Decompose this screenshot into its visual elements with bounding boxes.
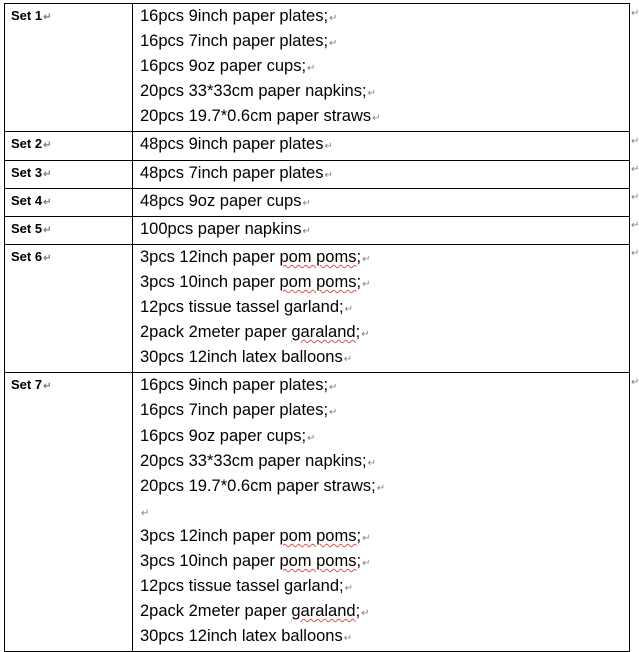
paragraph-mark-icon: ↵ xyxy=(362,253,371,265)
paragraph-mark-icon: ↵ xyxy=(43,12,52,23)
set-label-cell xyxy=(5,4,133,132)
set-label-cell xyxy=(5,188,133,216)
item-line: 2pack 2meter paper garaland;↵ xyxy=(140,602,370,621)
set-label-cell xyxy=(5,160,133,188)
item-line: 48pcs 7inch paper plates↵ xyxy=(140,163,333,182)
set-contents-cell xyxy=(133,132,630,160)
paragraph-mark-icon: ↵ xyxy=(324,169,333,181)
paragraph-mark-icon: ↵ xyxy=(362,532,371,544)
row-end-mark-icon: ↵ xyxy=(631,192,639,204)
item-line: 3pcs 10inch paper pom poms;↵ xyxy=(140,551,371,570)
set-label: Set 6 xyxy=(11,248,43,264)
paragraph-mark-icon: ↵ xyxy=(324,141,333,153)
set-contents-cell xyxy=(133,373,630,652)
item-line: 20pcs 19.7*0.6cm paper straws↵ xyxy=(140,107,381,126)
item-line: 16pcs 9inch paper plates;↵ xyxy=(140,376,338,395)
row-end-mark-icon: ↵ xyxy=(631,220,639,232)
item-line: 2pack 2meter paper garaland;↵ xyxy=(140,323,370,342)
item-line: 3pcs 10inch paper pom poms;↵ xyxy=(140,272,371,291)
item-line: 12pcs tissue tassel garland;↵ xyxy=(140,577,354,596)
item-line: 3pcs 12inch paper pom poms;↵ xyxy=(140,526,371,545)
row-end-mark-icon: ↵ xyxy=(631,376,639,388)
set-row xyxy=(5,216,630,244)
item-line: 20pcs 33*33cm paper napkins;↵ xyxy=(140,82,376,101)
paragraph-mark-icon: ↵ xyxy=(362,557,371,569)
paragraph-mark-icon: ↵ xyxy=(344,583,354,595)
set-contents-cell xyxy=(133,4,630,132)
set-label-cell xyxy=(5,216,133,244)
set-label: Set 1 xyxy=(11,8,43,23)
paragraph-mark-icon: ↵ xyxy=(372,113,381,125)
product-sets-table xyxy=(4,3,630,652)
set-label-cell xyxy=(5,244,133,372)
paragraph-mark-icon: ↵ xyxy=(43,252,52,264)
item-line: 3pcs 12inch paper pom poms;↵ xyxy=(140,247,371,266)
paragraph-mark-icon: ↵ xyxy=(329,382,338,394)
set-contents-cell xyxy=(133,216,630,244)
set-label: Set 4 xyxy=(11,192,43,208)
item-line: 20pcs 33*33cm paper napkins;↵ xyxy=(140,451,376,470)
paragraph-mark-icon: ↵ xyxy=(367,88,376,100)
set-row xyxy=(5,4,630,132)
paragraph-mark-icon: ↵ xyxy=(329,407,338,419)
paragraph-mark-icon: ↵ xyxy=(362,278,371,290)
paragraph-mark-icon: ↵ xyxy=(344,304,354,316)
paragraph-mark-icon: ↵ xyxy=(43,381,52,393)
item-line: 16pcs 7inch paper plates;↵ xyxy=(140,32,338,51)
paragraph-mark-icon: ↵ xyxy=(43,168,52,180)
paragraph-mark-icon: ↵ xyxy=(376,482,386,494)
row-end-mark-icon: ↵ xyxy=(631,135,639,147)
set-label-cell xyxy=(5,373,133,652)
paragraph-mark-icon: ↵ xyxy=(302,197,311,209)
set-label: Set 5 xyxy=(11,220,43,236)
paragraph-mark-icon: ↵ xyxy=(43,140,52,152)
item-line: 12pcs tissue tassel garland;↵ xyxy=(140,298,354,317)
item-line: 30pcs 12inch latex balloons↵ xyxy=(140,627,353,646)
paragraph-mark-icon: ↵ xyxy=(367,457,376,469)
row-end-mark-icon: ↵ xyxy=(631,164,639,176)
set-contents-cell xyxy=(133,188,630,216)
set-label: Set 3 xyxy=(11,164,43,180)
set-contents-cell xyxy=(133,160,630,188)
item-line: 16pcs 9oz paper cups;↵ xyxy=(140,426,316,445)
set-row xyxy=(5,160,630,188)
paragraph-mark-icon: ↵ xyxy=(329,38,338,50)
item-line: 100pcs paper napkins↵ xyxy=(140,219,311,238)
item-line: 30pcs 12inch latex balloons↵ xyxy=(140,348,353,367)
paragraph-mark-icon: ↵ xyxy=(302,225,311,237)
item-line: 48pcs 9oz paper cups↵ xyxy=(140,191,311,210)
row-end-mark-icon: ↵ xyxy=(631,248,639,260)
set-row xyxy=(5,188,630,216)
paragraph-mark-icon: ↵ xyxy=(343,354,353,366)
set-contents-cell xyxy=(133,244,630,372)
set-label: Set 2 xyxy=(11,136,43,152)
set-row xyxy=(5,373,630,652)
paragraph-mark-icon: ↵ xyxy=(361,329,370,341)
paragraph-mark-icon: ↵ xyxy=(43,224,52,236)
item-line: 48pcs 9inch paper plates↵ xyxy=(140,135,333,154)
paragraph-mark-icon: ↵ xyxy=(329,13,338,24)
set-label-cell xyxy=(5,132,133,160)
set-row xyxy=(5,244,630,372)
set-label: Set 7 xyxy=(11,377,43,393)
set-row xyxy=(5,132,630,160)
paragraph-mark-icon: ↵ xyxy=(307,63,316,75)
paragraph-mark-icon: ↵ xyxy=(141,507,150,519)
paragraph-mark-icon: ↵ xyxy=(43,196,52,208)
item-line: 16pcs 7inch paper plates;↵ xyxy=(140,401,338,420)
item-line: 16pcs 9oz paper cups;↵ xyxy=(140,57,316,76)
item-line xyxy=(140,500,629,525)
item-line: 20pcs 19.7*0.6cm paper straws;↵ xyxy=(140,476,386,495)
paragraph-mark-icon: ↵ xyxy=(343,633,353,645)
paragraph-mark-icon: ↵ xyxy=(307,432,316,444)
row-end-mark-icon: ↵ xyxy=(631,7,639,19)
paragraph-mark-icon: ↵ xyxy=(361,608,370,620)
item-line: 16pcs 9inch paper plates;↵ xyxy=(140,7,338,25)
